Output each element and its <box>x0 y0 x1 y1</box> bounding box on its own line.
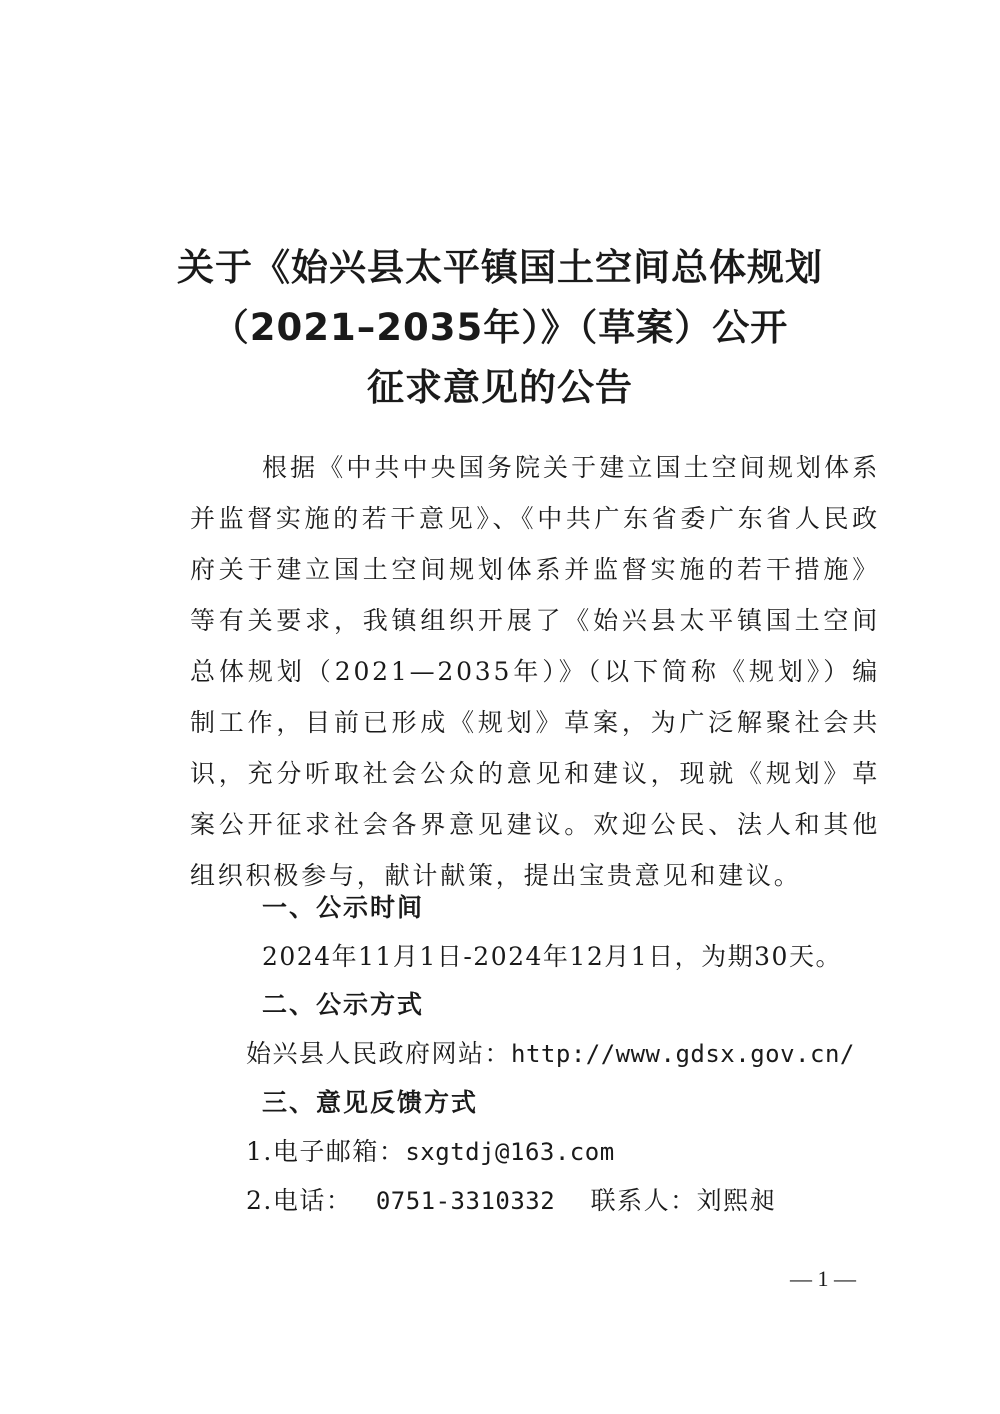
section-heading-feedback: 三、意见反馈方式 <box>262 1088 479 1117</box>
feedback-email <box>246 1132 615 1168</box>
title-line-2: （2021–2035年）》（草案）公开 <box>211 306 789 349</box>
phone-number: 0751-3310332 <box>375 1187 556 1215</box>
section-heading-time: 一、公示时间 <box>262 893 425 922</box>
email-link[interactable]: sxgtdj@163.com <box>405 1138 615 1166</box>
publicity-period: 2024年11月1日-2024年12月1日，为期30天。 <box>262 942 842 971</box>
publicity-method <box>246 1034 855 1070</box>
page-number: — 1 — <box>790 1266 856 1291</box>
intro-paragraph: 根据《中共中央国务院关于建立国土空间规划体系并监督实施的若干意见》、《中共广东省委广东省人民政府关于建立国土空间规划体系并监督实施的若干措施》等有关要求，我镇组织开展了《始兴县太平镇国土空间总体规划（2021—2035年）》（以下简称《规划》）编制工作，目前已形成《规划》草案，为广泛解聚社会共识，充分听取社会公众的意见和建议，现就《规划》草案公开征求社会各界意见建议。欢迎公民、法人和其他组织积极参与，献计献策，提出宝贵意见和建议。 <box>190 453 880 890</box>
title-line-1: 关于《始兴县太平镇国土空间总体规划 <box>177 246 823 289</box>
contact-person: 刘熙昶 <box>696 1186 777 1215</box>
section-heading-method-text: 二、公示方式 <box>262 990 425 1019</box>
document-title <box>150 238 850 418</box>
title-line-3: 征求意见的公告 <box>367 366 633 409</box>
section-heading-method <box>262 985 424 1021</box>
contact-label: 联系人： <box>590 1186 697 1215</box>
website-label: 始兴县人民政府网站： <box>246 1039 512 1068</box>
email-label: 1.电子邮箱： <box>246 1137 406 1166</box>
phone-label: 2.电话： <box>246 1186 353 1215</box>
feedback-phone <box>246 1181 776 1217</box>
website-url-link[interactable]: http://www.gdsx.gov.cn/ <box>511 1040 855 1068</box>
